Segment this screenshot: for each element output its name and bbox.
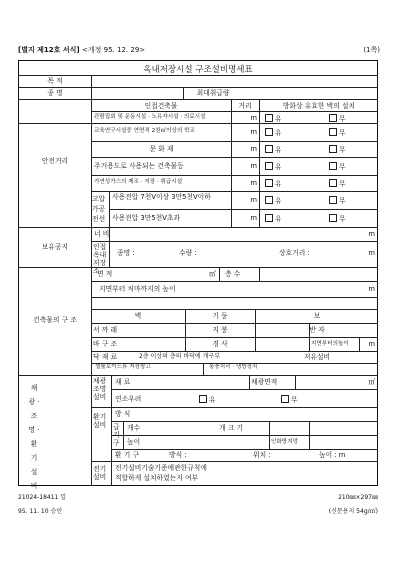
form-number: [별지 제12호 서식] <개정 95. 12. 29>	[18, 46, 146, 54]
no-checkbox[interactable]: 무	[329, 162, 346, 171]
approval-date: 95. 11. 10 승인	[18, 508, 63, 515]
safety-item: 문 화 재	[149, 145, 174, 153]
yes-checkbox[interactable]: 유	[265, 179, 282, 188]
no-checkbox[interactable]: 무	[329, 114, 346, 123]
paper-size: 210㎜×297㎜	[338, 494, 378, 501]
form-header	[18, 45, 380, 57]
safety-item: 교육연구시설중 연면적 2천㎡이상의 학교	[94, 128, 195, 134]
no-checkbox[interactable]: 무	[329, 128, 346, 137]
safety-item: 관람집회 및 운동시설 · 노유자시설 · 의료시설	[94, 114, 206, 120]
ventilation-note: 통풍처리 · 냉방장치	[209, 364, 258, 370]
safety-distance-label: 안전거리	[41, 157, 69, 165]
reserve-space-label: 보유공지	[41, 243, 69, 251]
yes-checkbox[interactable]: 유	[265, 214, 282, 223]
form-code: 21024-18411 일	[18, 494, 67, 501]
adjacent-storage-label: 인접옥내저장소	[93, 243, 107, 275]
max-qty-label: 최대취급량	[196, 89, 230, 97]
adjacent-building-header: 인접건축물	[144, 102, 178, 110]
no-checkbox[interactable]: 무	[329, 214, 346, 223]
paper-type: (신문용지 54g/㎡)	[328, 508, 378, 515]
yes-checkbox[interactable]: 유	[265, 162, 282, 171]
kind-label: 종 명	[47, 89, 63, 97]
spec-form: 옥내저장시설 구조설비명세표 목 적 종 명 최대취급량 안전거리 인접건축물 거리 방화상 유효한 벽의 설치 관람집회 및 운동시설 · 노유자시설 · 의료시설 교육연구시설중 연면적 2천㎡이상의 학교 문 화 재 주거용도로 사용되는 건축물등 가연성가스의 제조 · 저장 · 취급시설 고압가공전선 사용전압 7천V이상 3만5천V이하 사용전압 3만5천V초과 m m m m m m m 유 무 유 무 유 무 유 무 유 무 유 무 유 무 보유공지 너 비 m 인접옥내저장소 종명 : 수량 : 상호거리 : m 건축물의 구 조 면 적 ㎡ 층 수 지면부터 처마까지의 높이 m 벽 기 둥 보 서 까 래 지 붕 반 자 바 구 조 경 사 지면부터의높이 m 닥 재 료 저유설비 2층 이상의 층의 바닥에 개구부 채 광 · 조 명 · 환 기 설 비 채광조명설비 재 료 채광면적 ㎡ 연소우려 유 무 환기설비 방 식 급기구 개수 개 크 기 높이 인화방지망 환 기 구 방식 : 위치 : 높이 : m 전기설비 전기설비기술기준에관한규칙에 적합하게 설치하였는지 여부 셀룰로이드류 저장창고 통풍처리 · 냉방장치	[18, 60, 378, 486]
distance-header: 거리	[238, 102, 252, 110]
yes-checkbox[interactable]: 유	[265, 128, 282, 137]
no-checkbox[interactable]: 무	[329, 179, 346, 188]
building-structure-label: 건축물의 구 조	[33, 316, 77, 324]
celluloid-note: 셀룰로이드류 저장창고	[95, 364, 151, 370]
safety-item: 사용전압 3만5천V초과	[112, 214, 180, 222]
no-checkbox[interactable]: 무	[329, 196, 346, 205]
yes-checkbox[interactable]: 유	[199, 395, 216, 404]
yes-checkbox[interactable]: 유	[265, 196, 282, 205]
safety-item: 사용전압 7천V이상 3만5천V이하	[112, 193, 211, 201]
page-number: (1쪽)	[363, 46, 380, 54]
safety-item: 가연성가스의 제조 · 저장 · 취급시설	[94, 179, 183, 185]
purpose-label: 목 적	[47, 77, 63, 85]
no-checkbox[interactable]: 무	[281, 395, 298, 404]
high-voltage-label: 고압가공전선	[92, 195, 106, 223]
safety-item: 주거용도로 사용되는 건축물등	[94, 162, 184, 170]
yes-checkbox[interactable]: 유	[265, 145, 282, 154]
firewall-header: 방화상 유효한 벽의 설치	[282, 102, 356, 110]
yes-checkbox[interactable]: 유	[265, 114, 282, 123]
no-checkbox[interactable]: 무	[329, 145, 346, 154]
width-label: 너 비	[94, 230, 110, 238]
form-title: 옥내저장시설 구조설비명세표	[143, 65, 253, 75]
facilities-label: 채 광 · 조 명 · 환 기 설 비	[28, 384, 40, 490]
